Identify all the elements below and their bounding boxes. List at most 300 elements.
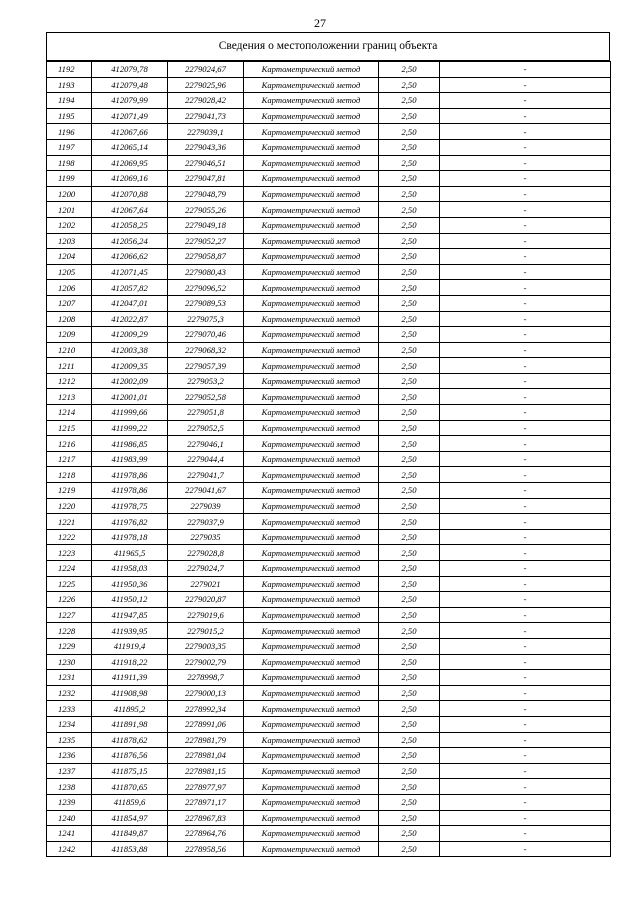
point-number-cell: 1213 (47, 389, 92, 405)
x-coordinate-cell: 412079,48 (92, 77, 168, 93)
method-cell: Картометрический метод (244, 155, 379, 171)
point-number-cell: 1217 (47, 451, 92, 467)
accuracy-cell: 2,50 (379, 592, 440, 608)
description-cell: - (440, 545, 611, 561)
point-number-cell: 1224 (47, 561, 92, 577)
description-cell: - (440, 592, 611, 608)
y-coordinate-cell: 2278977,97 (168, 779, 244, 795)
method-cell: Картометрический метод (244, 483, 379, 499)
table-row (47, 779, 611, 795)
method-cell: Картометрический метод (244, 623, 379, 639)
y-coordinate-cell: 2279002,79 (168, 654, 244, 670)
point-number-cell: 1240 (47, 810, 92, 826)
x-coordinate-cell: 412001,01 (92, 389, 168, 405)
description-cell: - (440, 514, 611, 530)
y-coordinate-cell: 2279089,53 (168, 295, 244, 311)
point-number-cell: 1199 (47, 171, 92, 187)
table-row (47, 327, 611, 343)
table-row (47, 186, 611, 202)
table-row (47, 311, 611, 327)
description-cell: - (440, 264, 611, 280)
accuracy-cell: 2,50 (379, 108, 440, 124)
point-number-cell: 1192 (47, 62, 92, 78)
table-row (47, 202, 611, 218)
table-row (47, 826, 611, 842)
method-cell: Картометрический метод (244, 311, 379, 327)
accuracy-cell: 2,50 (379, 638, 440, 654)
description-cell: - (440, 311, 611, 327)
table-row (47, 389, 611, 405)
y-coordinate-cell: 2279003,35 (168, 638, 244, 654)
method-cell: Картометрический метод (244, 405, 379, 421)
table-row (47, 623, 611, 639)
x-coordinate-cell: 411911,39 (92, 670, 168, 686)
x-coordinate-cell: 412056,24 (92, 233, 168, 249)
accuracy-cell: 2,50 (379, 77, 440, 93)
accuracy-cell: 2,50 (379, 420, 440, 436)
point-number-cell: 1241 (47, 826, 92, 842)
x-coordinate-cell: 411878,62 (92, 732, 168, 748)
method-cell: Картометрический метод (244, 561, 379, 577)
description-cell: - (440, 327, 611, 343)
point-number-cell: 1204 (47, 249, 92, 265)
description-cell: - (440, 280, 611, 296)
description-cell: - (440, 529, 611, 545)
point-number-cell: 1194 (47, 93, 92, 109)
point-number-cell: 1230 (47, 654, 92, 670)
y-coordinate-cell: 2279035 (168, 529, 244, 545)
accuracy-cell: 2,50 (379, 233, 440, 249)
method-cell: Картометрический метод (244, 638, 379, 654)
table-row (47, 483, 611, 499)
method-cell: Картометрический метод (244, 498, 379, 514)
x-coordinate-cell: 411859,6 (92, 794, 168, 810)
description-cell: - (440, 155, 611, 171)
description-cell: - (440, 561, 611, 577)
table-row (47, 685, 611, 701)
accuracy-cell: 2,50 (379, 498, 440, 514)
point-number-cell: 1202 (47, 217, 92, 233)
description-cell: - (440, 467, 611, 483)
accuracy-cell: 2,50 (379, 249, 440, 265)
point-number-cell: 1205 (47, 264, 92, 280)
method-cell: Картометрический метод (244, 389, 379, 405)
x-coordinate-cell: 411950,12 (92, 592, 168, 608)
description-cell: - (440, 794, 611, 810)
point-number-cell: 1206 (47, 280, 92, 296)
boundary-table-frame (46, 32, 610, 857)
y-coordinate-cell: 2279041,7 (168, 467, 244, 483)
table-row (47, 62, 611, 78)
y-coordinate-cell: 2279039 (168, 498, 244, 514)
accuracy-cell: 2,50 (379, 405, 440, 421)
accuracy-cell: 2,50 (379, 576, 440, 592)
point-number-cell: 1197 (47, 139, 92, 155)
description-cell: - (440, 295, 611, 311)
accuracy-cell: 2,50 (379, 623, 440, 639)
description-cell: - (440, 171, 611, 187)
method-cell: Картометрический метод (244, 467, 379, 483)
x-coordinate-cell: 412071,49 (92, 108, 168, 124)
x-coordinate-cell: 412067,66 (92, 124, 168, 140)
point-number-cell: 1226 (47, 592, 92, 608)
point-number-cell: 1214 (47, 405, 92, 421)
accuracy-cell: 2,50 (379, 217, 440, 233)
point-number-cell: 1237 (47, 763, 92, 779)
description-cell: - (440, 186, 611, 202)
point-number-cell: 1229 (47, 638, 92, 654)
x-coordinate-cell: 411978,18 (92, 529, 168, 545)
point-number-cell: 1228 (47, 623, 92, 639)
description-cell: - (440, 233, 611, 249)
point-number-cell: 1208 (47, 311, 92, 327)
y-coordinate-cell: 2279028,8 (168, 545, 244, 561)
table-row (47, 561, 611, 577)
x-coordinate-cell: 412058,25 (92, 217, 168, 233)
y-coordinate-cell: 2279000,13 (168, 685, 244, 701)
x-coordinate-cell: 411908,98 (92, 685, 168, 701)
accuracy-cell: 2,50 (379, 763, 440, 779)
point-number-cell: 1203 (47, 233, 92, 249)
y-coordinate-cell: 2278998,7 (168, 670, 244, 686)
table-row (47, 93, 611, 109)
method-cell: Картометрический метод (244, 93, 379, 109)
table-row (47, 467, 611, 483)
table-row (47, 155, 611, 171)
point-number-cell: 1200 (47, 186, 92, 202)
x-coordinate-cell: 412009,35 (92, 358, 168, 374)
y-coordinate-cell: 2279046,51 (168, 155, 244, 171)
description-cell: - (440, 202, 611, 218)
description-cell: - (440, 62, 611, 78)
y-coordinate-cell: 2279043,36 (168, 139, 244, 155)
point-number-cell: 1195 (47, 108, 92, 124)
method-cell: Картометрический метод (244, 607, 379, 623)
x-coordinate-cell: 411978,75 (92, 498, 168, 514)
y-coordinate-cell: 2279046,1 (168, 436, 244, 452)
y-coordinate-cell: 2279075,3 (168, 311, 244, 327)
table-row (47, 295, 611, 311)
point-number-cell: 1223 (47, 545, 92, 561)
description-cell: - (440, 483, 611, 499)
accuracy-cell: 2,50 (379, 545, 440, 561)
method-cell: Картометрический метод (244, 701, 379, 717)
accuracy-cell: 2,50 (379, 826, 440, 842)
y-coordinate-cell: 2278964,76 (168, 826, 244, 842)
table-row (47, 358, 611, 374)
description-cell: - (440, 139, 611, 155)
description-cell: - (440, 108, 611, 124)
x-coordinate-cell: 411999,22 (92, 420, 168, 436)
y-coordinate-cell: 2279028,42 (168, 93, 244, 109)
method-cell: Картометрический метод (244, 280, 379, 296)
accuracy-cell: 2,50 (379, 451, 440, 467)
x-coordinate-cell: 412065,14 (92, 139, 168, 155)
point-number-cell: 1222 (47, 529, 92, 545)
y-coordinate-cell: 2279037,9 (168, 514, 244, 530)
x-coordinate-cell: 411965,5 (92, 545, 168, 561)
point-number-cell: 1232 (47, 685, 92, 701)
accuracy-cell: 2,50 (379, 264, 440, 280)
accuracy-cell: 2,50 (379, 327, 440, 343)
y-coordinate-cell: 2279057,39 (168, 358, 244, 374)
table-row (47, 139, 611, 155)
x-coordinate-cell: 412071,45 (92, 264, 168, 280)
method-cell: Картометрический метод (244, 592, 379, 608)
y-coordinate-cell: 2278958,56 (168, 841, 244, 857)
y-coordinate-cell: 2279058,87 (168, 249, 244, 265)
x-coordinate-cell: 412069,95 (92, 155, 168, 171)
y-coordinate-cell: 2278992,34 (168, 701, 244, 717)
point-number-cell: 1196 (47, 124, 92, 140)
description-cell: - (440, 763, 611, 779)
method-cell: Картометрический метод (244, 654, 379, 670)
accuracy-cell: 2,50 (379, 810, 440, 826)
x-coordinate-cell: 411853,88 (92, 841, 168, 857)
page-number: 27 (314, 16, 326, 30)
description-cell: - (440, 77, 611, 93)
x-coordinate-cell: 412066,62 (92, 249, 168, 265)
coordinates-table (46, 61, 611, 857)
x-coordinate-cell: 411978,86 (92, 483, 168, 499)
x-coordinate-cell: 411978,86 (92, 467, 168, 483)
y-coordinate-cell: 2278981,15 (168, 763, 244, 779)
table-row (47, 514, 611, 530)
y-coordinate-cell: 2279052,5 (168, 420, 244, 436)
table-row (47, 701, 611, 717)
method-cell: Картометрический метод (244, 139, 379, 155)
accuracy-cell: 2,50 (379, 124, 440, 140)
accuracy-cell: 2,50 (379, 171, 440, 187)
description-cell: - (440, 436, 611, 452)
section-title: Сведения о местоположении границ объекта (46, 32, 610, 61)
y-coordinate-cell: 2279068,32 (168, 342, 244, 358)
method-cell: Картометрический метод (244, 124, 379, 140)
x-coordinate-cell: 411854,97 (92, 810, 168, 826)
method-cell: Картометрический метод (244, 576, 379, 592)
point-number-cell: 1221 (47, 514, 92, 530)
method-cell: Картометрический метод (244, 171, 379, 187)
x-coordinate-cell: 412009,29 (92, 327, 168, 343)
x-coordinate-cell: 412069,16 (92, 171, 168, 187)
table-row (47, 498, 611, 514)
x-coordinate-cell: 411895,2 (92, 701, 168, 717)
method-cell: Картометрический метод (244, 327, 379, 343)
table-row (47, 342, 611, 358)
point-number-cell: 1201 (47, 202, 92, 218)
x-coordinate-cell: 412079,99 (92, 93, 168, 109)
accuracy-cell: 2,50 (379, 748, 440, 764)
table-row (47, 576, 611, 592)
x-coordinate-cell: 411983,99 (92, 451, 168, 467)
table-row (47, 732, 611, 748)
accuracy-cell: 2,50 (379, 139, 440, 155)
table-row (47, 77, 611, 93)
description-cell: - (440, 358, 611, 374)
table-row (47, 592, 611, 608)
description-cell: - (440, 124, 611, 140)
point-number-cell: 1242 (47, 841, 92, 857)
method-cell: Картометрический метод (244, 202, 379, 218)
description-cell: - (440, 576, 611, 592)
accuracy-cell: 2,50 (379, 685, 440, 701)
table-row (47, 280, 611, 296)
table-row (47, 233, 611, 249)
description-cell: - (440, 810, 611, 826)
description-cell: - (440, 217, 611, 233)
table-row (47, 436, 611, 452)
y-coordinate-cell: 2279055,26 (168, 202, 244, 218)
table-row (47, 529, 611, 545)
point-number-cell: 1219 (47, 483, 92, 499)
table-row (47, 748, 611, 764)
point-number-cell: 1220 (47, 498, 92, 514)
x-coordinate-cell: 412057,82 (92, 280, 168, 296)
table-row (47, 451, 611, 467)
description-cell: - (440, 498, 611, 514)
description-cell: - (440, 748, 611, 764)
method-cell: Картометрический метод (244, 186, 379, 202)
description-cell: - (440, 826, 611, 842)
method-cell: Картометрический метод (244, 529, 379, 545)
description-cell: - (440, 685, 611, 701)
accuracy-cell: 2,50 (379, 561, 440, 577)
accuracy-cell: 2,50 (379, 295, 440, 311)
y-coordinate-cell: 2278981,04 (168, 748, 244, 764)
accuracy-cell: 2,50 (379, 732, 440, 748)
y-coordinate-cell: 2278971,17 (168, 794, 244, 810)
point-number-cell: 1207 (47, 295, 92, 311)
table-row (47, 638, 611, 654)
table-row (47, 124, 611, 140)
point-number-cell: 1231 (47, 670, 92, 686)
accuracy-cell: 2,50 (379, 342, 440, 358)
method-cell: Картометрический метод (244, 716, 379, 732)
x-coordinate-cell: 411947,85 (92, 607, 168, 623)
method-cell: Картометрический метод (244, 763, 379, 779)
point-number-cell: 1212 (47, 373, 92, 389)
x-coordinate-cell: 411891,98 (92, 716, 168, 732)
description-cell: - (440, 779, 611, 795)
table-row (47, 171, 611, 187)
y-coordinate-cell: 2279048,79 (168, 186, 244, 202)
point-number-cell: 1198 (47, 155, 92, 171)
point-number-cell: 1216 (47, 436, 92, 452)
description-cell: - (440, 389, 611, 405)
y-coordinate-cell: 2279024,7 (168, 561, 244, 577)
table-row (47, 545, 611, 561)
accuracy-cell: 2,50 (379, 529, 440, 545)
x-coordinate-cell: 411876,56 (92, 748, 168, 764)
table-row (47, 108, 611, 124)
point-number-cell: 1227 (47, 607, 92, 623)
table-row (47, 217, 611, 233)
accuracy-cell: 2,50 (379, 607, 440, 623)
accuracy-cell: 2,50 (379, 62, 440, 78)
x-coordinate-cell: 412070,88 (92, 186, 168, 202)
accuracy-cell: 2,50 (379, 779, 440, 795)
description-cell: - (440, 654, 611, 670)
x-coordinate-cell: 411986,85 (92, 436, 168, 452)
y-coordinate-cell: 2279052,58 (168, 389, 244, 405)
description-cell: - (440, 342, 611, 358)
method-cell: Картометрический метод (244, 779, 379, 795)
method-cell: Картометрический метод (244, 670, 379, 686)
x-coordinate-cell: 411939,95 (92, 623, 168, 639)
x-coordinate-cell: 412079,78 (92, 62, 168, 78)
description-cell: - (440, 732, 611, 748)
point-number-cell: 1225 (47, 576, 92, 592)
y-coordinate-cell: 2279020,87 (168, 592, 244, 608)
point-number-cell: 1215 (47, 420, 92, 436)
table-row (47, 607, 611, 623)
accuracy-cell: 2,50 (379, 483, 440, 499)
x-coordinate-cell: 411875,15 (92, 763, 168, 779)
point-number-cell: 1193 (47, 77, 92, 93)
x-coordinate-cell: 411958,03 (92, 561, 168, 577)
y-coordinate-cell: 2279039,1 (168, 124, 244, 140)
y-coordinate-cell: 2279052,27 (168, 233, 244, 249)
table-row (47, 841, 611, 857)
point-number-cell: 1211 (47, 358, 92, 374)
accuracy-cell: 2,50 (379, 186, 440, 202)
accuracy-cell: 2,50 (379, 701, 440, 717)
y-coordinate-cell: 2279041,73 (168, 108, 244, 124)
method-cell: Картометрический метод (244, 841, 379, 857)
y-coordinate-cell: 2279025,96 (168, 77, 244, 93)
description-cell: - (440, 841, 611, 857)
coordinates-table-body (47, 62, 611, 857)
method-cell: Картометрический метод (244, 249, 379, 265)
accuracy-cell: 2,50 (379, 389, 440, 405)
accuracy-cell: 2,50 (379, 155, 440, 171)
y-coordinate-cell: 2279044,4 (168, 451, 244, 467)
point-number-cell: 1239 (47, 794, 92, 810)
method-cell: Картометрический метод (244, 826, 379, 842)
y-coordinate-cell: 2278981,79 (168, 732, 244, 748)
method-cell: Картометрический метод (244, 233, 379, 249)
accuracy-cell: 2,50 (379, 841, 440, 857)
method-cell: Картометрический метод (244, 794, 379, 810)
description-cell: - (440, 701, 611, 717)
y-coordinate-cell: 2279070,46 (168, 327, 244, 343)
y-coordinate-cell: 2278991,06 (168, 716, 244, 732)
description-cell: - (440, 623, 611, 639)
y-coordinate-cell: 2279041,67 (168, 483, 244, 499)
point-number-cell: 1209 (47, 327, 92, 343)
accuracy-cell: 2,50 (379, 311, 440, 327)
description-cell: - (440, 638, 611, 654)
table-row (47, 420, 611, 436)
point-number-cell: 1233 (47, 701, 92, 717)
method-cell: Картометрический метод (244, 748, 379, 764)
method-cell: Картометрический метод (244, 373, 379, 389)
y-coordinate-cell: 2279015,2 (168, 623, 244, 639)
table-row (47, 249, 611, 265)
point-number-cell: 1210 (47, 342, 92, 358)
method-cell: Картометрический метод (244, 732, 379, 748)
method-cell: Картометрический метод (244, 358, 379, 374)
y-coordinate-cell: 2279019,6 (168, 607, 244, 623)
y-coordinate-cell: 2279051,8 (168, 405, 244, 421)
method-cell: Картометрический метод (244, 77, 379, 93)
table-row (47, 670, 611, 686)
method-cell: Картометрический метод (244, 451, 379, 467)
description-cell: - (440, 716, 611, 732)
y-coordinate-cell: 2279053,2 (168, 373, 244, 389)
accuracy-cell: 2,50 (379, 794, 440, 810)
y-coordinate-cell: 2279021 (168, 576, 244, 592)
